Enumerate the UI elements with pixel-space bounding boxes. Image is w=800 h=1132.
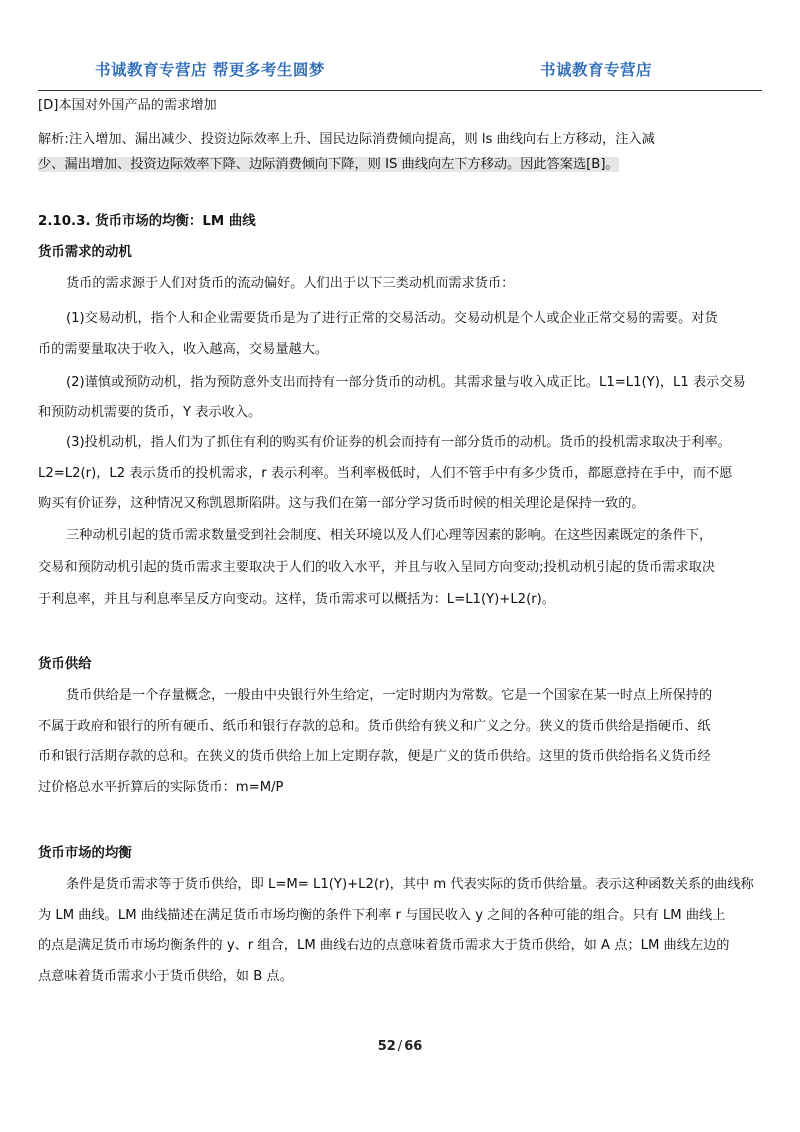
transaction-motive-line-1: (1)交易动机，指个人和企业需要货币是为了进行正常的交易活动。交易动机是个人或企业正常交易的需要。对货	[66, 311, 718, 326]
transaction-motive-line-2: 币的需要量取决于收入，收入越高，交易量越大。	[38, 342, 329, 357]
equilibrium-line-3: 的点是满足货币市场均衡条件的 y、r 组合，LM 曲线右边的点意味着货币需求大于货币供给，如 A 点；LM 曲线左边的	[38, 938, 730, 953]
header-divider	[38, 90, 762, 91]
money-supply-line-4: 过价格总水平折算后的实际货币：m=M/P	[38, 780, 284, 795]
equilibrium-line-4: 点意味着货币需求小于货币供给，如 B 点。	[38, 969, 293, 984]
demand-factors-line-3: 于利息率，并且与利息率呈反方向变动。这样，货币需求可以概括为：L=L1(Y)+L2(r)。	[38, 592, 555, 607]
speculative-motive-line-1: (3)投机动机，指人们为了抓住有利的购买有价证券的机会而持有一部分货币的动机。货币的投机需求取决于利率。	[66, 435, 731, 450]
precaution-motive-line-2: 和预防动机需要的货币，Y 表示收入。	[38, 405, 262, 420]
money-market-equilibrium-heading: 货币市场的均衡	[38, 846, 132, 861]
speculative-motive-line-3: 购买有价证券，这种情况又称凯恩斯陷阱。这与我们在第一部分学习货币时候的相关理论是保持一致的。	[38, 496, 645, 511]
money-supply-line-1: 货币供给是一个存量概念，一般由中央银行外生给定，一定时期内为常数。它是一个国家在某一时点上所保持的	[66, 688, 713, 703]
header-right-title: 书诚教育专营店	[540, 61, 653, 79]
total-pages: 66	[404, 1039, 423, 1054]
analysis-line-1: 解析:注入增加、漏出减少、投资边际效率上升、国民边际消费倾向提高，则 ls 曲线向右上方移动，注入减	[38, 132, 655, 147]
analysis-line-2	[38, 156, 763, 174]
precaution-motive-line-1: (2)谨慎或预防动机，指为预防意外支出而持有一部分货币的动机。其需求量与收入成正比。L1=L1(Y)，L1 表示交易	[66, 375, 746, 390]
demand-factors-line-2: 交易和预防动机引起的货币需求主要取决于人们的收入水平，并且与收入呈同方向变动;投机动机引起的货币需求取决	[38, 560, 716, 575]
section-title: 2.10.3. 货币市场的均衡：LM 曲线	[38, 214, 256, 229]
money-supply-line-3: 币和银行活期存款的总和。在狭义的货币供给上加上定期存款，便是广义的货币供给。这里的货币供给指名义货币经	[38, 749, 711, 764]
speculative-motive-line-2: L2=L2(r)，L2 表示货币的投机需求，r 表示利率。当利率极低时，人们不管手中有多少货币，都愿意持在手中，而不愿	[38, 466, 733, 481]
money-supply-heading: 货币供给	[38, 657, 92, 672]
option-d: [D]本国对外国产品的需求增加	[38, 98, 217, 113]
money-supply-line-2: 不属于政府和银行的所有硬币、纸币和银行存款的总和。货币供给有狭义和广义之分。狭义的货币供给是指硬币、纸	[38, 719, 711, 734]
demand-factors-line-1: 三种动机引起的货币需求数量受到社会制度、相关环境以及人们心理等因素的影响。在这些因素既定的条件下，	[66, 528, 713, 543]
current-page: 52	[377, 1039, 396, 1054]
equilibrium-line-2: 为 LM 曲线。LM 曲线描述在满足货币市场均衡的条件下利率 r 与国民收入 y 之间的各种可能的组合。只有 LM 曲线上	[38, 908, 726, 923]
analysis-highlight: 少、漏出增加、投资边际效率下降、边际消费倾向下降，则 IS 曲线向左下方移动。因此答案选[B]。	[38, 157, 619, 172]
header-left-title: 书诚教育专营店 帮更多考生圆梦	[95, 61, 325, 79]
money-demand-intro: 货币的需求源于人们对货币的流动偏好。人们出于以下三类动机而需求货币：	[66, 276, 515, 291]
equilibrium-line-1: 条件是货币需求等于货币供给，即 L=M= L1(Y)+L2(r)，其中 m 代表实际的货币供给量。表示这种函数关系的曲线称	[66, 877, 754, 892]
page-separator: /	[397, 1039, 403, 1054]
money-demand-motive-heading: 货币需求的动机	[38, 245, 132, 260]
page-number	[0, 1039, 800, 1054]
